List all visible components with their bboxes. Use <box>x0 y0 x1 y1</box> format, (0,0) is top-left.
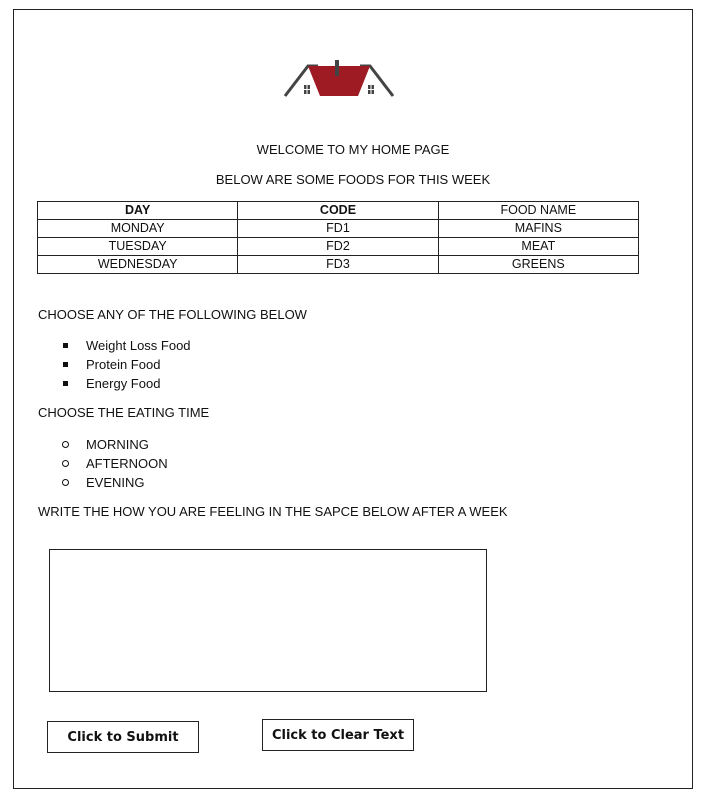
square-bullet-icon <box>63 362 68 367</box>
table-header-row <box>38 202 639 220</box>
square-bullet-icon <box>63 343 68 348</box>
circle-bullet-icon <box>62 460 69 467</box>
cell-code: FD3 <box>238 256 438 274</box>
cell-food-name: GREENS <box>438 256 638 274</box>
column-header-day: DAY <box>38 202 238 220</box>
cell-food-name: MAFINS <box>438 220 638 238</box>
feeling-textarea[interactable] <box>49 549 487 692</box>
foods-table <box>37 201 639 274</box>
cell-day: WEDNESDAY <box>38 256 238 274</box>
list-item <box>60 454 168 473</box>
column-header-code: CODE <box>238 202 438 220</box>
list-item-label: Energy Food <box>86 376 161 391</box>
list-item-label: Protein Food <box>86 357 161 372</box>
cell-food-name: MEAT <box>438 238 638 256</box>
eating-time-heading: CHOOSE THE EATING TIME <box>38 405 210 420</box>
list-item-label: MORNING <box>86 437 149 452</box>
table-row <box>38 256 639 274</box>
cell-code: FD2 <box>238 238 438 256</box>
square-bullet-icon <box>63 381 68 386</box>
list-item-label: Weight Loss Food <box>86 338 191 353</box>
eating-time-list <box>60 435 168 492</box>
list-item-label: EVENING <box>86 475 145 490</box>
table-row <box>38 220 639 238</box>
food-type-list <box>60 336 191 393</box>
circle-bullet-icon <box>62 441 69 448</box>
feeling-heading: WRITE THE HOW YOU ARE FEELING IN THE SAPCE BELOW AFTER A WEEK <box>38 504 508 519</box>
column-header-food-name: FOOD NAME <box>438 202 638 220</box>
list-item <box>60 336 191 355</box>
cell-code: FD1 <box>238 220 438 238</box>
submit-button[interactable]: Click to Submit <box>47 721 199 753</box>
house-logo-icon <box>282 58 396 100</box>
list-item <box>60 355 191 374</box>
cell-day: MONDAY <box>38 220 238 238</box>
cell-day: TUESDAY <box>38 238 238 256</box>
circle-bullet-icon <box>62 479 69 486</box>
list-item-label: AFTERNOON <box>86 456 168 471</box>
choose-foods-heading: CHOOSE ANY OF THE FOLLOWING BELOW <box>38 307 307 322</box>
list-item <box>60 473 168 492</box>
list-item <box>60 374 191 393</box>
foods-subtitle: BELOW ARE SOME FOODS FOR THIS WEEK <box>215 172 491 187</box>
clear-text-button[interactable]: Click to Clear Text <box>262 719 414 751</box>
list-item <box>60 435 168 454</box>
table-row <box>38 238 639 256</box>
welcome-heading: WELCOME TO MY HOME PAGE <box>256 142 450 157</box>
